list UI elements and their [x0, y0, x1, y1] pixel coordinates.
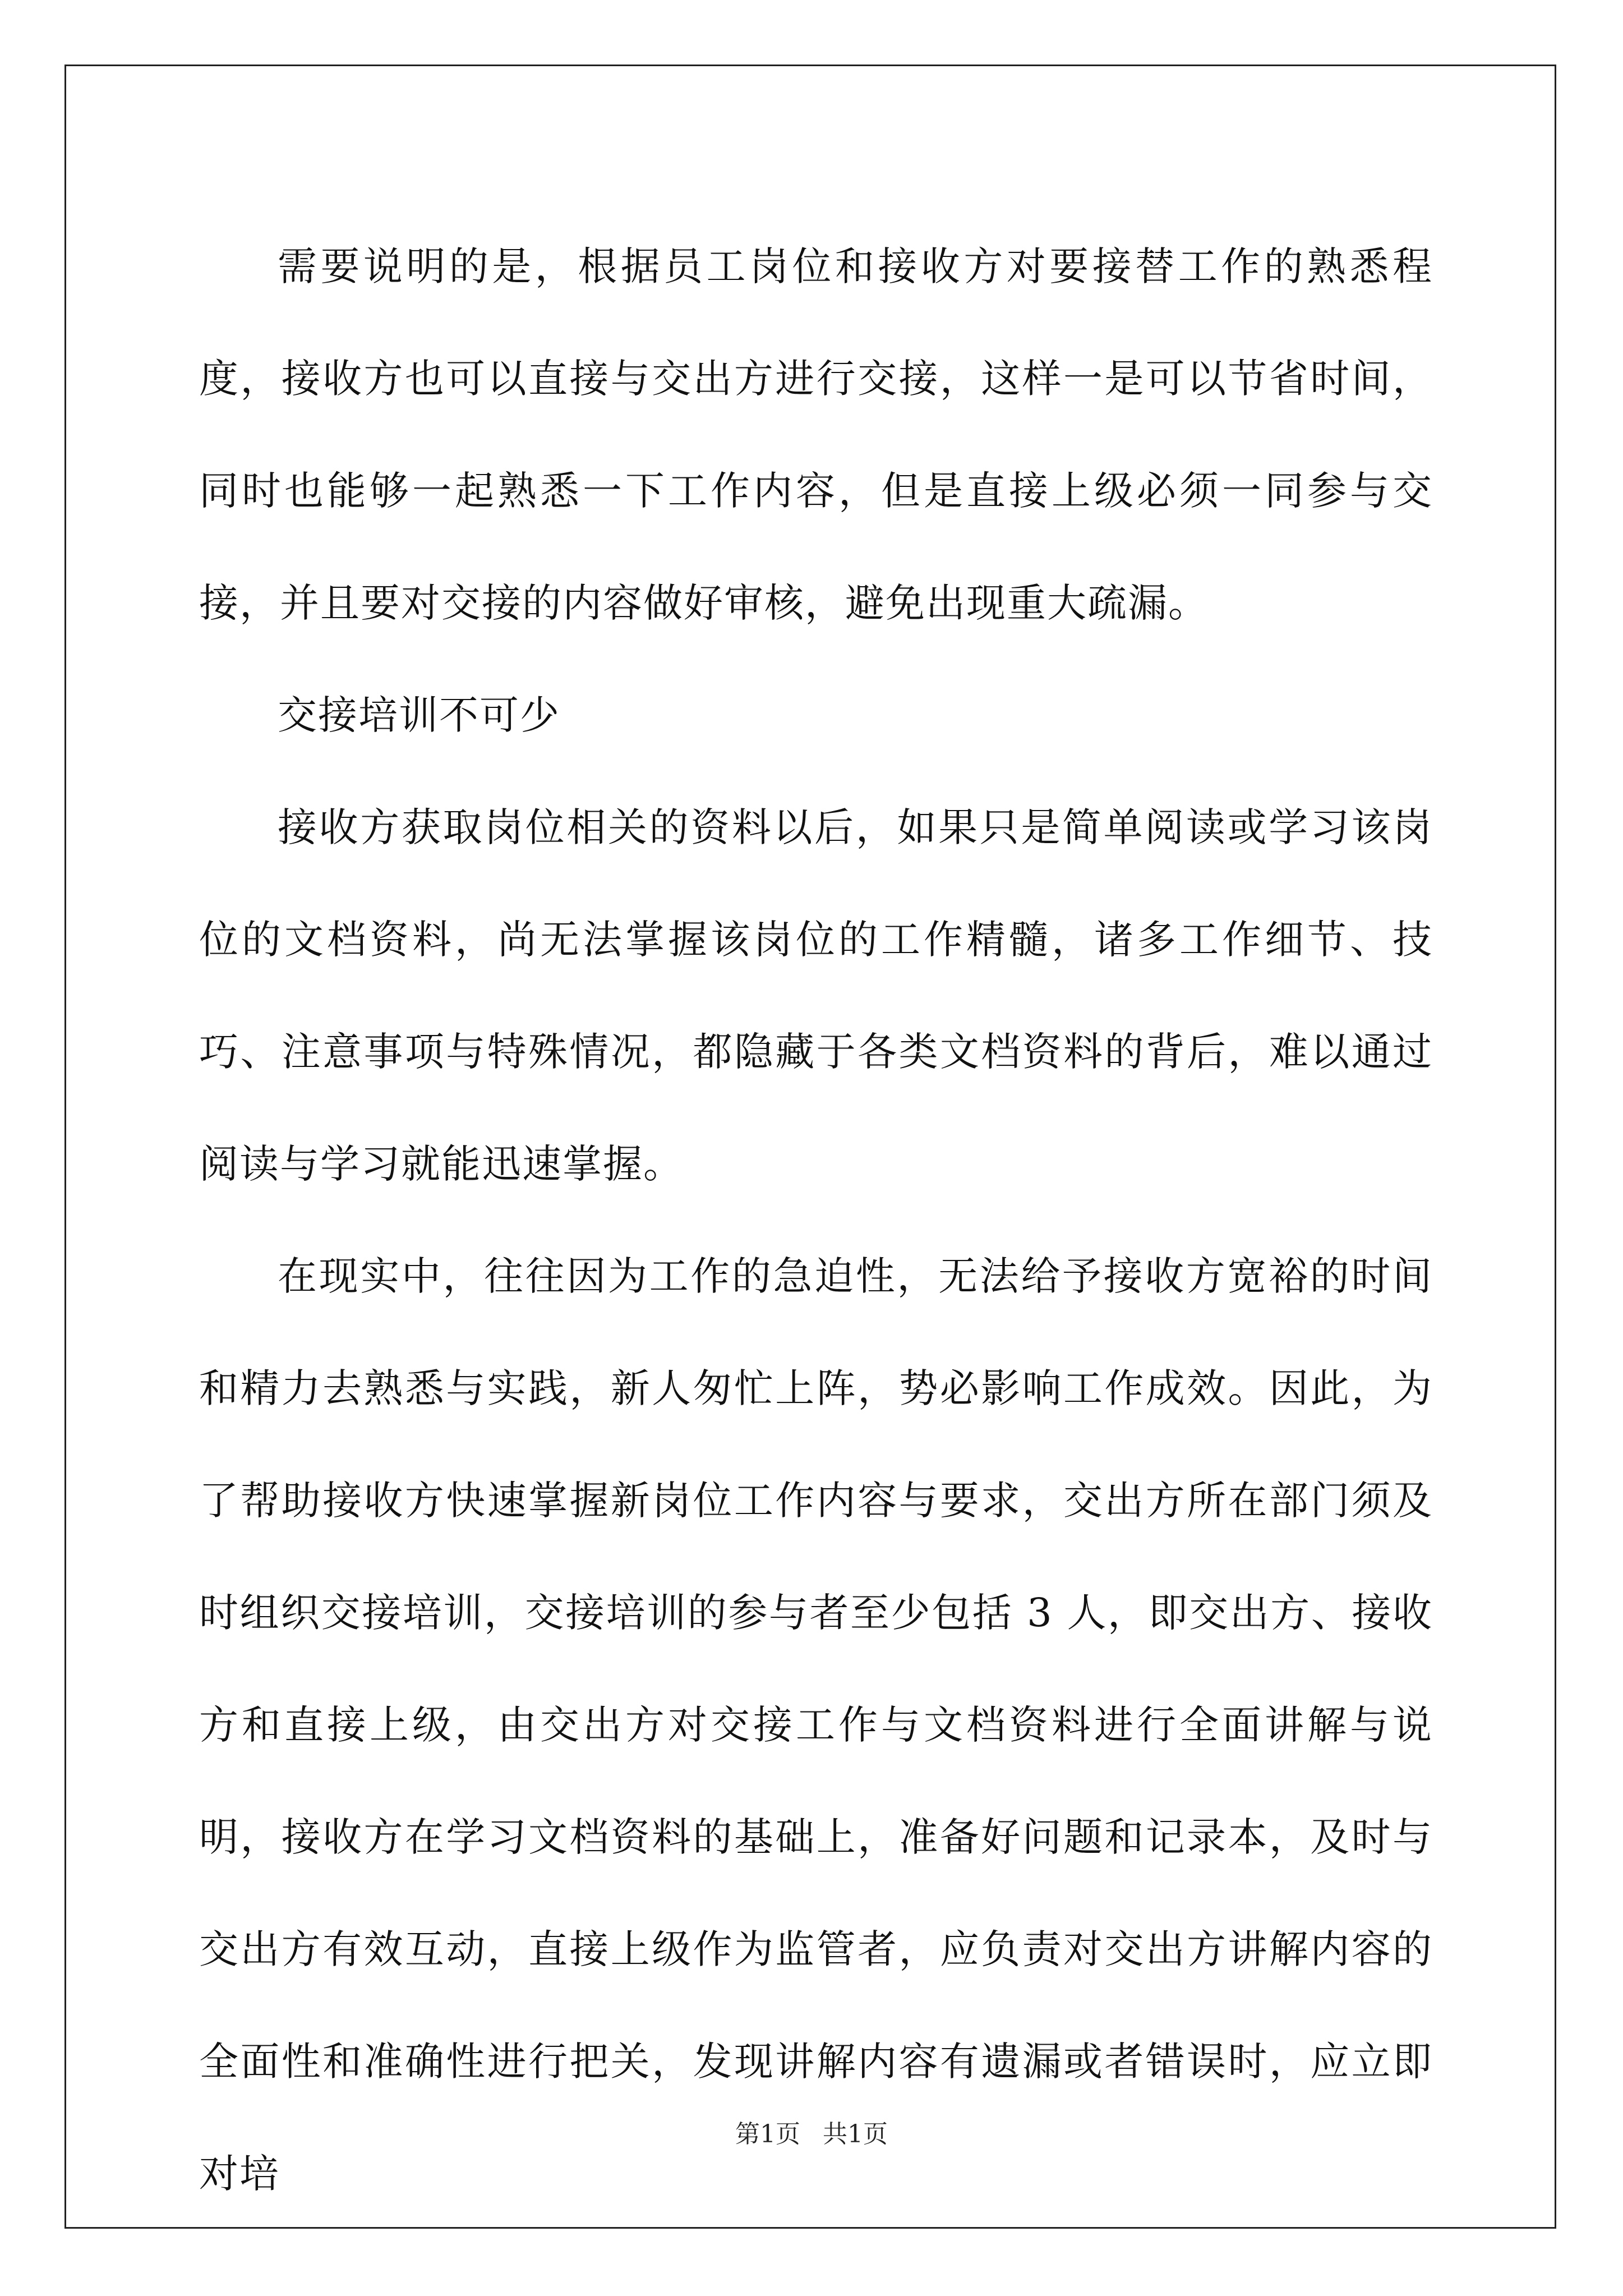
section-heading: 交接培训不可少 — [278, 692, 560, 738]
page-number-total: 共1页 — [823, 2120, 888, 2148]
page-number-current: 第1页 — [735, 2120, 800, 2148]
document-body — [199, 210, 1433, 2230]
paragraph: 接收方获取岗位相关的资料以后，如果只是简单阅读或学习该岗位的文档资料，尚无法掌握该岗位的工作精髓，诸多工作细节、技巧、注意事项与特殊情况，都隐藏于各类文档资料的背后，难以通过阅读与学习就能迅速掌握。 — [199, 804, 1433, 1187]
page-footer — [0, 2118, 1623, 2151]
paragraph: 需要说明的是，根据员工岗位和接收方对要接替工作的熟悉程度，接收方也可以直接与交出方进行交接，这样一是可以节省时间，同时也能够一起熟悉一下工作内容，但是直接上级必须一同参与交接，并且要对交接的内容做好审核，避免出现重大疏漏。 — [199, 243, 1433, 626]
paragraph: 在现实中，往往因为工作的急迫性，无法给予接收方宽裕的时间和精力去熟悉与实践，新人匆忙上阵，势必影响工作成效。因此，为了帮助接收方快速掌握新岗位工作内容与要求，交出方所在部门须及时组织交接培训，交接培训的参与者至少包括 3 人，即交出方、接收方和直接上级，由交出方对交接工作与文档资料进行全面讲解与说明，接收方在学习文档资料的基础上，准备好问题和记录本，及时与交出方有效互动，直接上级作为监管者，应负责对交出方讲解内容的全面性和准确性进行把关，发现讲解内容有遗漏或者错误时，应立即对培 — [199, 1253, 1433, 2197]
